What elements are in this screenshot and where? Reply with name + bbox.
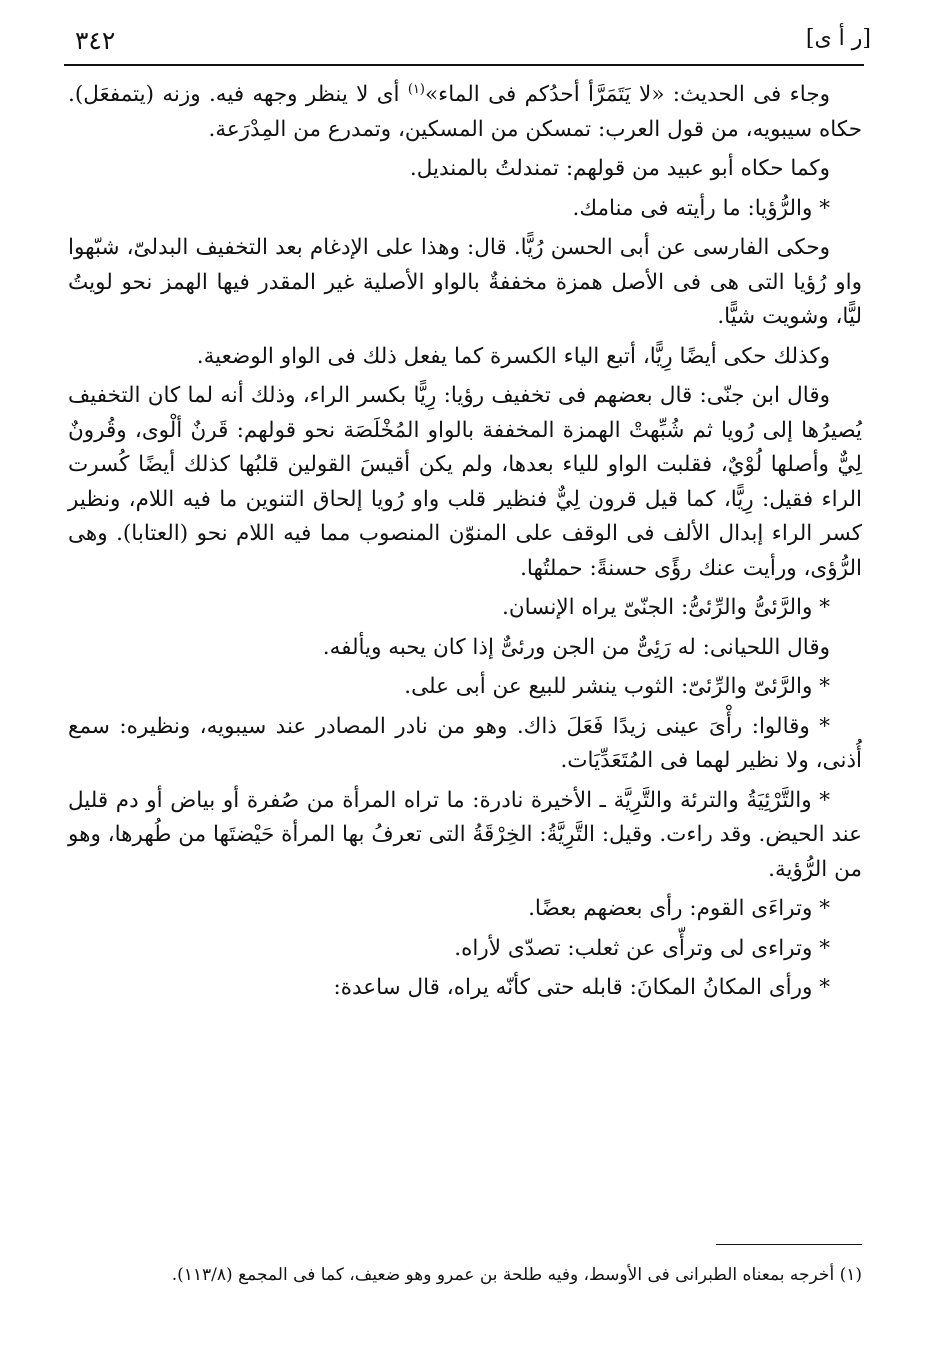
paragraph: * والرُّؤيا: ما رأيته فى منامك. bbox=[572, 195, 830, 221]
paragraph: * ورأى المكانُ المكانَ: قابله حتى كأنّه يراه، قال ساعدة: bbox=[333, 975, 830, 1000]
paragraph: وكذلك حكى أيضًا رِيًّا، أتبع الياء الكسرة كما يفعل ذلك فى الواو الوضعية. bbox=[196, 343, 830, 369]
paragraph-text: (يتمفعَل). حكاه سيبويه، من قول العرب: تمسكن من المسكين، وتمدرع من المِدْرَعة. bbox=[68, 82, 862, 142]
paragraph-text: أى لا ينظر وجهه فيه. وزنه bbox=[162, 82, 408, 107]
paragraph: * وتراءَى القوم: رأى بعضهم بعضًا. bbox=[528, 896, 830, 921]
paragraph: * والرَّئىُّ والرِّئىُّ: الجنّىّ يراه الإنسان. bbox=[502, 595, 830, 620]
paragraph: * وتراءى لى وترأّى عن ثعلب: تصدّى لأراه. bbox=[454, 935, 830, 961]
header-rule bbox=[64, 64, 864, 66]
paragraph: وقال ابن جنّى: قال بعضهم فى تخفيف رؤيا: رِيًّا بكسر الراء، وذلك أنه لما كان التخفيف يُصيرُها إلى رُويا ثم شُبِّهتْ الهمزة المخففة بالواو المُخْلَصَة نحو قولهم: قَرنٌ ألْوى، وقُرونٌ لِيٌّ وأصلها لُوْيٌ، فقلبت الواو للياء بعدها، ولم يكن أقيسَ القولين قلبُها كذلك أيضًا كُسرت الراء فقيل: رِيًّا، كما قيل قرون لِيٌّ فنظير قلب واو رُويا إلحاق التنوين ما فيه اللام، ونظير كسر الراء إبدال الألف فى الوقف على المنوّن المنصوب مما فيه اللام نحو (العتابا). وهى الرُّؤى، ورأيت عنك رؤًى حسنةً: حملتُها. bbox=[68, 383, 862, 581]
footnote-rule bbox=[716, 1244, 862, 1245]
page-number: ٣٤٢ bbox=[75, 26, 116, 55]
paragraph: وحكى الفارسى عن أبى الحسن رُيًّا. قال: وهذا على الإدغام بعد التخفيف البدلىّ، شبّهوا واو رُؤيا التى هى فى الأصل همزة مخففةٌ بالواو الأصلية غير المقدر فيها الهمز نحو لويتُ ليًّا، وشويت شيًّا. bbox=[68, 235, 862, 329]
main-text bbox=[68, 78, 862, 1011]
footnote-text: أخرجه بمعناه الطبرانى فى الأوسط، وفيه طلحة بن عمرو وهو ضعيف، كما فى المجمع (١١٣/٨). bbox=[171, 1265, 840, 1285]
paragraph: وقال اللحيانى: له رَئِىٌّ من الجن ورئىٌّ إذا كان يحبه ويألفه. bbox=[322, 634, 830, 660]
paragraph bbox=[68, 78, 862, 147]
paragraph: * والرَّئىّ والرِّئىّ: الثوب ينشر للبيع عن أبى على. bbox=[404, 674, 830, 699]
paragraph-text: وجاء فى الحديث: «لا يَتَمَرَّأ أحدُكم فى الماء» bbox=[424, 82, 830, 107]
running-head: [ر أ ى] bbox=[805, 26, 871, 51]
paragraph: * وقالوا: رأْىَ عينى زيدًا فَعَلَ ذاك. وهو من نادر المصادر عند سيبويه، ونظيره: سمع أُذنى، ولا نظير لهما فى المُتَعَدِّيَات. bbox=[68, 713, 862, 773]
paragraph: وكما حكاه أبو عبيد من قولهم: تمندلتُ بالمنديل. bbox=[409, 156, 830, 181]
footnote-reference: (١) bbox=[407, 81, 425, 97]
footnote bbox=[68, 1262, 862, 1288]
footnote-marker: (١) bbox=[839, 1265, 862, 1285]
paragraph: * والتَّرْئِيَةُ والترئة والتَّرِيَّة ـ الأخيرة نادرة: ما تراه المرأة من صُفرة أو بياض أو دم قليل عند الحيض. وقد راءت. وقيل: التَّرِيَّةُ: الخِرْقَةُ التى تعرفُ بها المرأة حَيْضتَها من طُهرها، وهو من الرُّؤية. bbox=[68, 787, 862, 882]
